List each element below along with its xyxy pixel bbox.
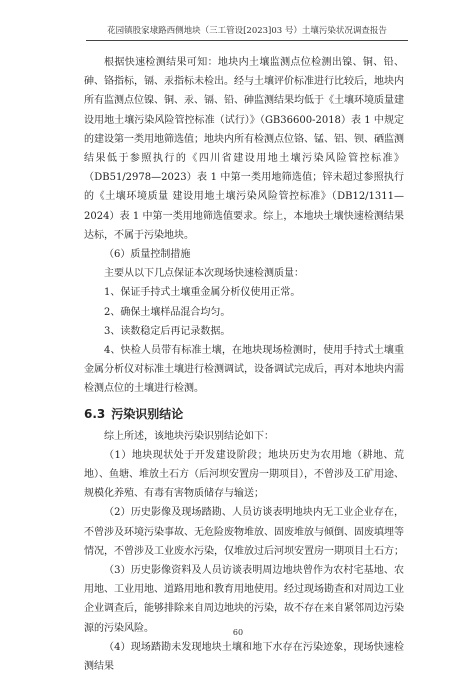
page-body [84,53,404,676]
paragraph-conclusion-2: （2）历史影像及现场踏勘、人员访谈表明地块内无工业企业存在，不曾涉及环境污染事故、无危险废物堆放、固废堆放与倾倒、固废填埋等情况，不曾涉及工业废水污染，仅堆放过后河坝安置房一期项目土石方； [84,507,404,557]
paragraph-quality-control-heading: （6）质量控制措施 [104,249,191,261]
list-item-4: 4、快检人员带有标准土壤，在地块现场检测时，使用手持式土壤重金属分析仪对标准土壤进行检测调试，设备调试完成后，再对本地块内需检测点位的土壤进行检测。 [84,345,404,395]
paragraph-conclusion-4: （4）现场踏勘未发现地块土壤和地下水存在污染迹象，现场快速检测结果 [84,641,404,673]
list-item-3: 3、读数稳定后再记录数据。 [104,325,231,337]
paragraph-conclusion-3: （3）历史影像资料及人员访谈表明周边地块曾作为农村宅基地、农用地、工业用地、道路用地和教育用地使用。经过现场勘查和对周边工业企业调查后，能够排除来自周边地块的污染，故不存在来自紧邻周边污染源的污染风险。 [84,565,404,634]
page-header: 花园镇股家埭路西侧地块（三工管设[2023]03 号）土壤污染状况调查报告 [86,24,408,41]
page-number: 60 [232,628,244,637]
paragraph-quick-test-result: 根据快速检测结果可知：地块内土壤监测点位检测出镍、铜、铅、砷、铬指标，镉、汞指标未检出。经与土壤评价标准进行比较后，地块内所有监测点位镍、铜、汞、镉、铅、砷监测结果均低于《土壤环境质量建设用地土壤污染风险管控标准（试行）》（GB36600-2018）表 1 中规定的建设第一类用地筛选值；地块内所有检测点位铬、锰、铝、钡、硒监测结果低于参照执行的《四川省建设用地土壤污染风险管控标准》（DB51/2978—2023）表 1 中第一类用地筛选值；锌未超过参照执行的《土壤环境质量 建设用地土壤污染风险管控标准》（DB12/1311—2024）表 1 中第一类用地筛选值要求。综上，本地块土壤快速检测结果达标，不属于污染地块。 [84,57,404,241]
list-item-1: 1、保证手持式土壤重金属分析仪使用正常。 [104,287,301,299]
paragraph-conclusion-intro: 综上所述，该地块污染识别结论如下： [104,430,274,442]
section-number: 6.3 [84,406,106,421]
section-heading [84,404,404,425]
paragraph-conclusion-1: （1）地块现状处于开发建设阶段；地块历史为农用地（耕地、荒地）、鱼塘、堆放土石方（后河坝安置房一期项目），不曾涉及工矿用途、规模化养殖、有毒有害物质储存与输送； [84,449,404,500]
list-item-2: 2、确保土壤样品混合均匀。 [104,306,231,318]
paragraph-quality-control-intro: 主要从以下几点保证本次现场快速检测质量： [104,268,304,280]
section-title: 污染识别结论 [111,406,184,421]
